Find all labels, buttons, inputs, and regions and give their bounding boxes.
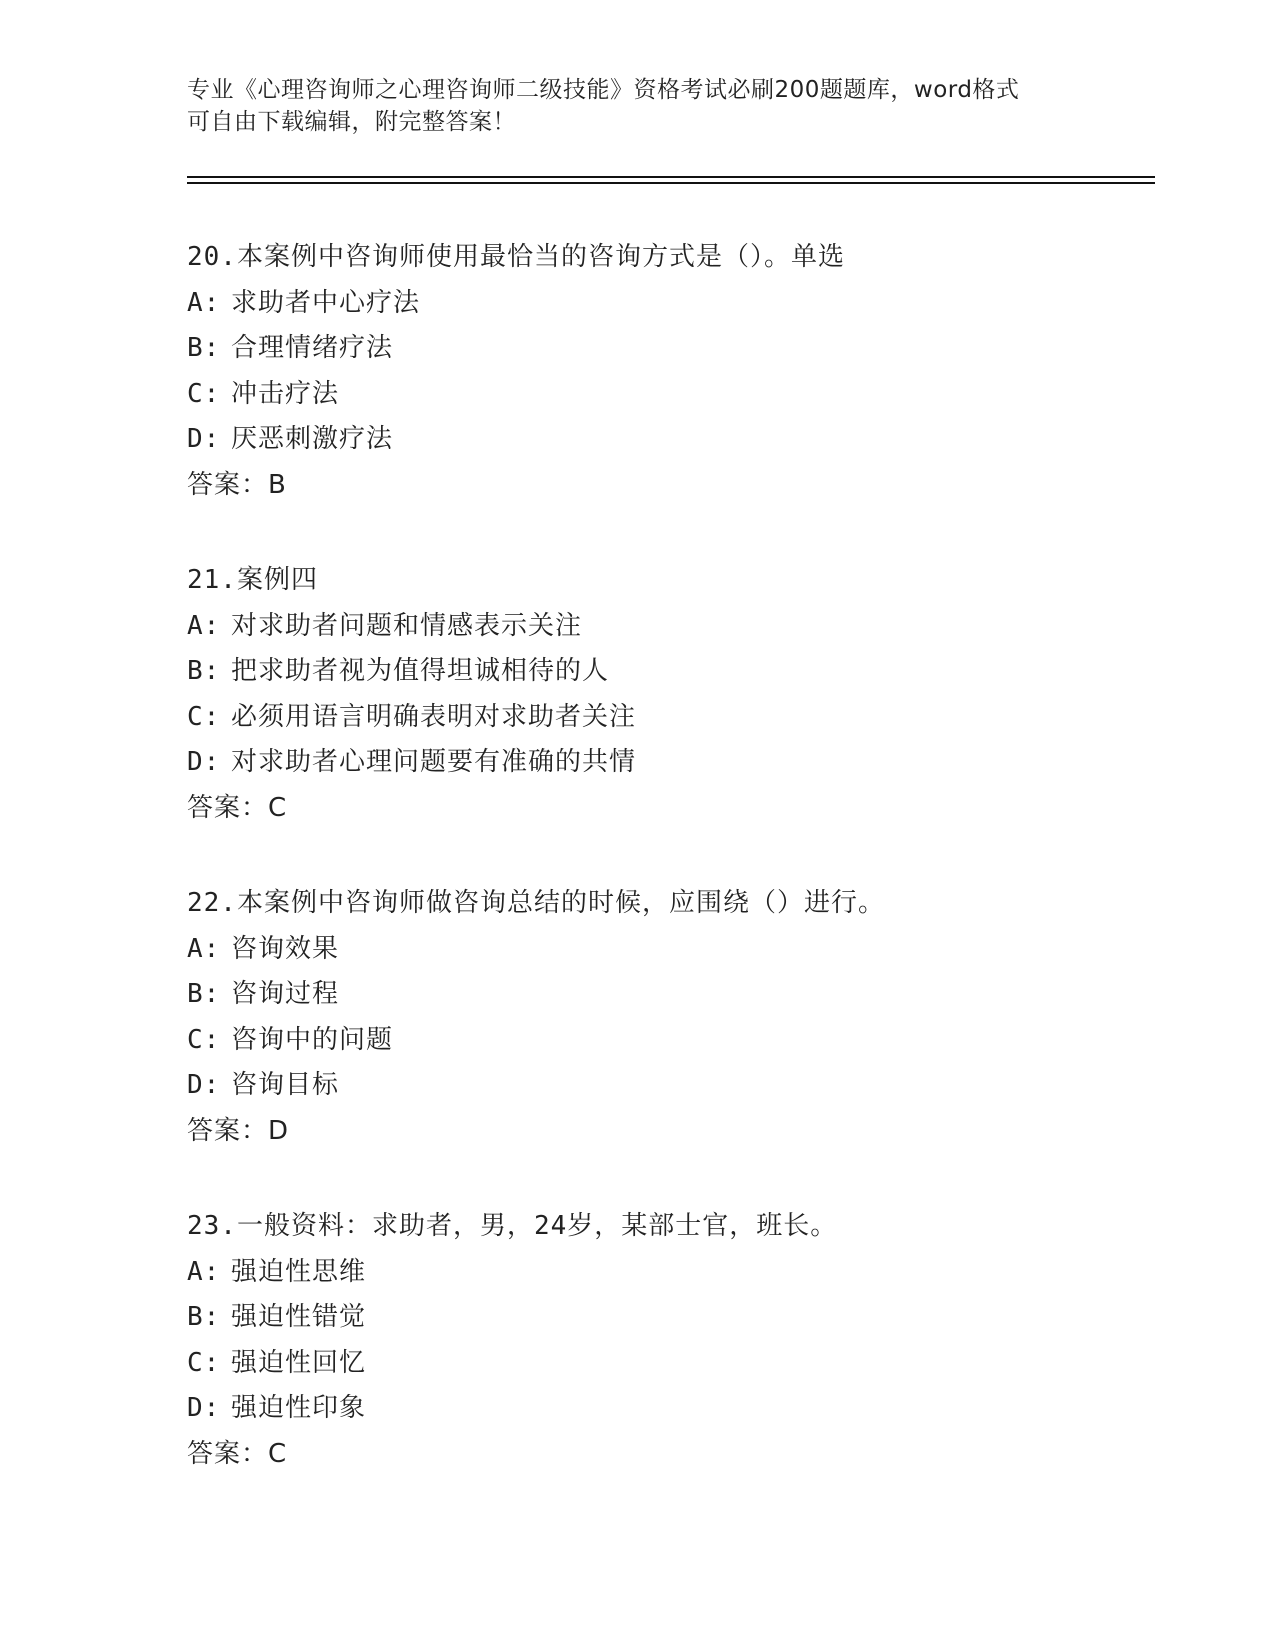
answer-line: 答案：C (187, 792, 288, 823)
option-text: 必须用语言明确表明对求助者关注 (231, 701, 637, 732)
question-item (187, 558, 1155, 831)
option-letter: C: (187, 1024, 221, 1055)
header-line-2: 可自由下载编辑，附完整答案！ (187, 109, 516, 135)
option-b (187, 972, 1155, 1018)
option-text: 对求助者问题和情感表示关注 (231, 610, 583, 641)
option-letter: C: (187, 701, 221, 732)
option-b (187, 326, 1155, 372)
option-letter: D: (187, 1393, 221, 1423)
option-text: 求助者中心疗法 (231, 287, 421, 318)
answer-line: 答案：D (187, 1115, 290, 1146)
option-text: 强迫性印象 (231, 1393, 367, 1423)
option-text: 强迫性思维 (231, 1256, 367, 1287)
option-letter: D: (187, 1070, 221, 1100)
option-d (187, 740, 1155, 786)
option-text: 咨询中的问题 (231, 1024, 394, 1055)
option-letter: B: (187, 979, 221, 1009)
option-d (187, 417, 1155, 463)
question-list (187, 235, 1155, 1527)
option-a (187, 927, 1155, 973)
question-item (187, 881, 1155, 1154)
option-c (187, 695, 1155, 741)
question-stem: 21.案例四 (187, 565, 318, 595)
option-text: 咨询过程 (231, 979, 340, 1009)
option-d (187, 1063, 1155, 1109)
option-a (187, 281, 1155, 327)
question-item (187, 235, 1155, 508)
header-line-1: 专业《心理咨询师之心理咨询师二级技能》资格考试必刷200题题库，word格式 (187, 77, 1020, 103)
question-stem: 23.一般资料：求助者，男，24岁，某部士官，班长。 (187, 1211, 838, 1241)
option-text: 咨询效果 (231, 933, 340, 964)
option-text: 合理情绪疗法 (231, 333, 394, 363)
question-stem: 20.本案例中咨询师使用最恰当的咨询方式是（）。单选 (187, 242, 845, 272)
option-letter: A: (187, 610, 221, 641)
option-b (187, 649, 1155, 695)
option-letter: C: (187, 1347, 221, 1378)
document-header (187, 74, 1087, 138)
header-divider-top (187, 176, 1155, 178)
answer-line: 答案：C (187, 1438, 288, 1469)
option-text: 强迫性回忆 (231, 1347, 367, 1378)
option-letter: A: (187, 287, 221, 318)
option-b (187, 1295, 1155, 1341)
option-c (187, 1341, 1155, 1387)
option-letter: C: (187, 378, 221, 409)
option-letter: D: (187, 424, 221, 454)
option-text: 咨询目标 (231, 1070, 340, 1100)
option-c (187, 1018, 1155, 1064)
question-item (187, 1204, 1155, 1477)
option-d (187, 1386, 1155, 1432)
option-letter: B: (187, 656, 221, 686)
option-c (187, 372, 1155, 418)
option-text: 把求助者视为值得坦诚相待的人 (231, 656, 610, 686)
option-letter: D: (187, 747, 221, 777)
option-text: 厌恶刺激疗法 (231, 424, 394, 454)
option-text: 冲击疗法 (231, 378, 340, 409)
answer-line: 答案：B (187, 469, 287, 500)
option-a (187, 1250, 1155, 1296)
header-divider-bottom (187, 182, 1155, 184)
option-letter: A: (187, 933, 221, 964)
question-stem: 22.本案例中咨询师做咨询总结的时候，应围绕（）进行。 (187, 888, 885, 918)
option-letter: B: (187, 333, 221, 363)
option-letter: B: (187, 1302, 221, 1332)
option-a (187, 604, 1155, 650)
option-letter: A: (187, 1256, 221, 1287)
option-text: 对求助者心理问题要有准确的共情 (231, 747, 637, 777)
option-text: 强迫性错觉 (231, 1302, 367, 1332)
